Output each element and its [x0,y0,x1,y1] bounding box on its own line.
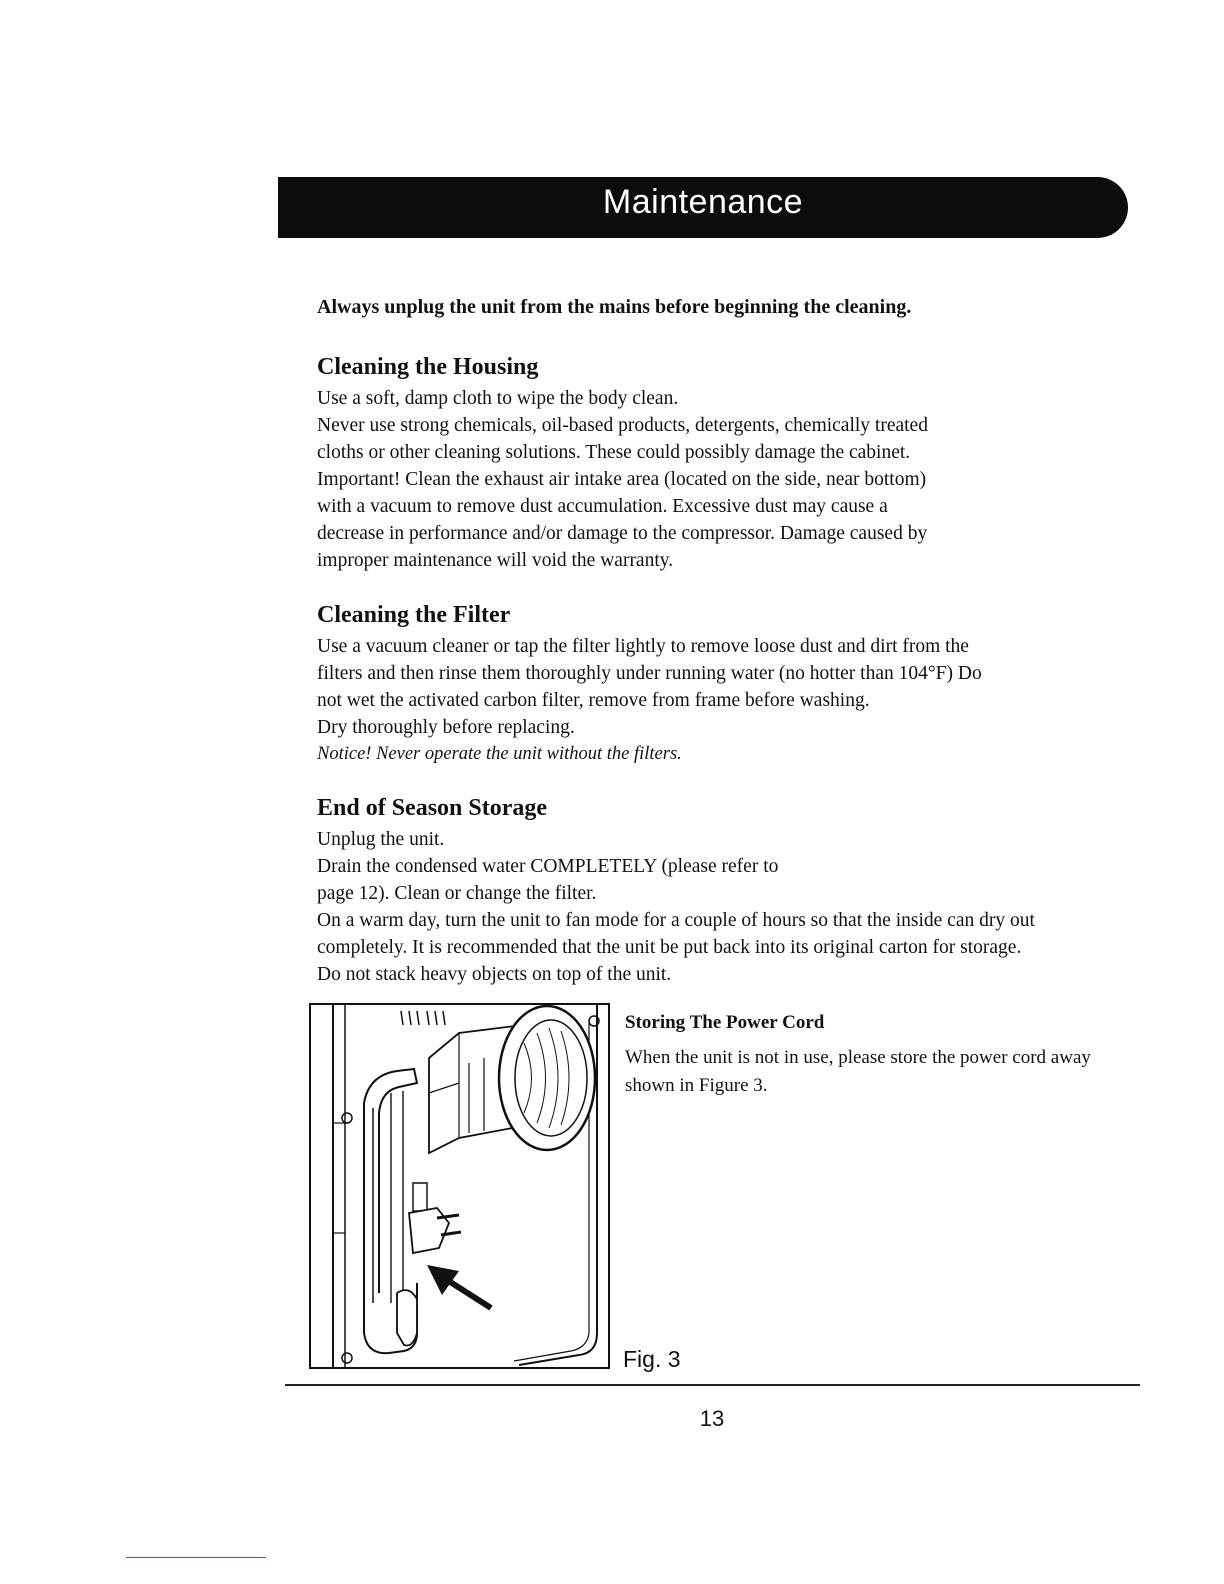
paragraph-line: Do not stack heavy objects on top of the unit. [317,964,672,985]
paragraph-line: cloths or other cleaning solutions. These could possibly damage the cabinet. [317,442,911,463]
cleaning-housing-section [317,354,1037,574]
paragraph-line: Important! Clean the exhaust air intake area (located on the side, near bottom) [317,469,927,490]
paragraph-line: not wet the activated carbon filter, remove from frame before washing. [317,690,870,711]
paragraph-line: Dry thoroughly before replacing. [317,717,575,738]
section-banner [278,177,1128,238]
power-cord-figure [309,1003,610,1369]
paragraph-line: Unplug the unit. [317,829,445,850]
paragraph-line: Never use strong chemicals, oil-based products, detergents, chemically treated [317,415,928,436]
paragraph-line: Drain the condensed water COMPLETELY (please refer to [317,856,779,877]
cord-text-line: When the unit is not in use, please store the power cord away [625,1047,1091,1068]
section-heading: Cleaning the Filter [317,602,511,628]
paragraph-line: page 12). Clean or change the filter. [317,883,597,904]
page-number: 13 [699,1406,725,1431]
paragraph-line: improper maintenance will void the warranty. [317,550,674,571]
section-heading: End of Season Storage [317,795,548,821]
figure-caption: Fig. 3 [623,1346,681,1372]
paragraph-line: filters and then rinse them thoroughly under running water (no hotter than 104°F) Do [317,663,982,684]
footer-divider [285,1384,1140,1386]
season-storage-section [317,795,1147,988]
power-cord-storage-illustration-icon [309,1003,610,1369]
cord-heading: Storing The Power Cord [625,1012,825,1033]
scan-edge-line [126,1557,266,1558]
page-title: Maintenance [602,183,804,221]
paragraph-line: Use a vacuum cleaner or tap the filter lightly to remove loose dust and dirt from the [317,636,969,657]
paragraph-line: On a warm day, turn the unit to fan mode for a couple of hours so that the inside can dry out [317,910,1035,931]
cleaning-filter-section [317,602,1077,768]
paragraph-line: Use a soft, damp cloth to wipe the body clean. [317,388,679,409]
cord-text-line: shown in Figure 3. [625,1075,768,1096]
filter-notice: Notice! Never operate the unit without the filters. [317,744,682,764]
unplug-warning: Always unplug the unit from the mains before beginning the cleaning. [317,296,912,318]
paragraph-line: decrease in performance and/or damage to the compressor. Damage caused by [317,523,928,544]
paragraph-line: completely. It is recommended that the unit be put back into its original carton for storage. [317,937,1022,958]
section-heading: Cleaning the Housing [317,354,539,380]
storing-power-cord [625,1012,1185,1100]
paragraph-line: with a vacuum to remove dust accumulation. Excessive dust may cause a [317,496,888,517]
